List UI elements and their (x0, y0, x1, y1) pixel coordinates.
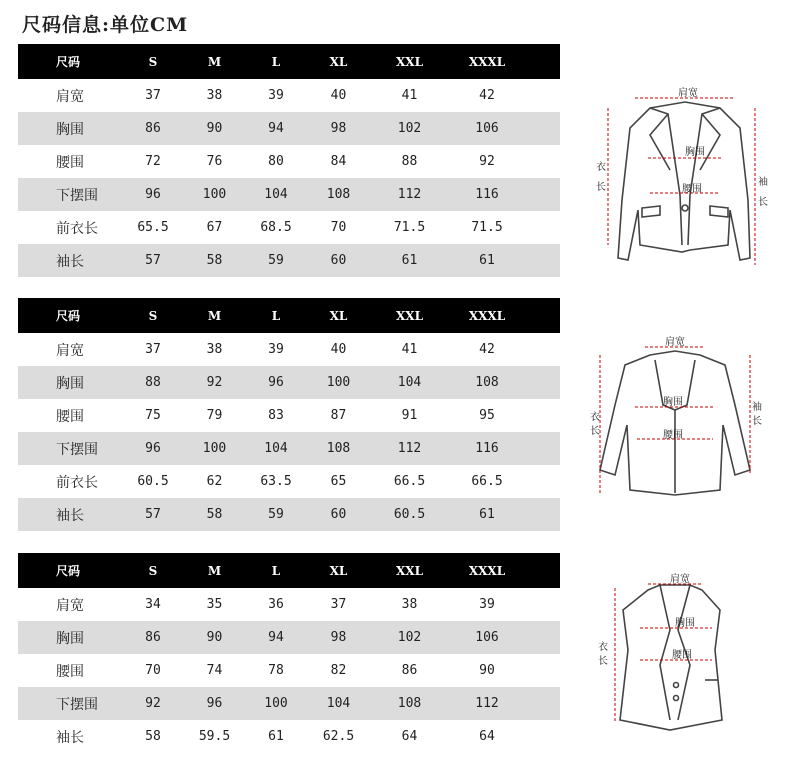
table-cell: 59.5 (198, 729, 231, 744)
shirt-diagram (585, 335, 765, 505)
table-cell: 116 (475, 441, 499, 456)
size-header: L (271, 308, 281, 323)
vest-chest-label: 胸围 (675, 618, 695, 629)
table-cell: 92 (206, 375, 223, 390)
table-cell: 100 (264, 696, 288, 711)
size-header: S (148, 563, 158, 578)
size-header: S (148, 308, 158, 323)
table-cell: 37 (145, 342, 161, 357)
table-cell: 106 (475, 121, 499, 136)
table-cell: 34 (145, 597, 161, 612)
table-row (18, 366, 560, 399)
table-cell: 60.5 (137, 474, 169, 489)
table-cell: 100 (326, 375, 351, 390)
table-cell: 108 (397, 696, 422, 711)
table-cell: 76 (206, 154, 223, 169)
table-cell: 64 (401, 729, 418, 744)
shirt-waist-label: 腰围 (663, 430, 683, 441)
table-cell: 39 (268, 342, 284, 357)
table-row (18, 211, 560, 244)
page-title: 尺码信息:单位CM (22, 14, 189, 36)
table-cell: 88 (401, 154, 418, 169)
table-cell: 61 (479, 507, 495, 522)
table-cell: 84 (330, 154, 347, 169)
size-header: XL (329, 308, 348, 323)
table-cell: 42 (479, 88, 495, 103)
table-cell: 108 (326, 187, 351, 202)
size-header: M (207, 563, 222, 578)
table-cell: 58 (145, 729, 161, 744)
jacket-waist-label: 腰围 (682, 184, 702, 195)
table-cell: 74 (206, 663, 223, 678)
table-row (18, 465, 560, 498)
row-label: 下摆围 (56, 696, 98, 713)
row-label: 腰围 (56, 663, 84, 680)
table-cell: 102 (397, 630, 422, 645)
jacket-diagram (590, 80, 780, 280)
table-cell: 58 (206, 507, 223, 522)
table-cell: 70 (330, 220, 347, 235)
row-label: 下摆围 (56, 187, 98, 204)
table-row (18, 399, 560, 432)
size-header: XL (329, 54, 348, 69)
table-cell: 108 (475, 375, 499, 390)
table-cell: 66.5 (471, 474, 503, 489)
table-cell: 42 (479, 342, 495, 357)
table-cell: 88 (145, 375, 161, 390)
table-cell: 104 (264, 187, 288, 202)
row-label: 下摆围 (56, 441, 98, 458)
table-cell: 71.5 (471, 220, 503, 235)
table-cell: 40 (330, 88, 347, 103)
table-cell: 66.5 (393, 474, 426, 489)
table-cell: 61 (479, 253, 495, 268)
table-cell: 112 (397, 441, 422, 456)
table-cell: 100 (202, 187, 227, 202)
table-cell: 57 (145, 253, 161, 268)
header-label: 尺码 (56, 309, 81, 323)
table-cell: 106 (475, 630, 499, 645)
row-label: 肩宽 (56, 88, 84, 105)
size-header: XXL (395, 54, 424, 69)
table-cell: 96 (145, 441, 161, 456)
table-row (18, 588, 560, 621)
table-cell: 83 (268, 408, 284, 423)
vest-length-label: 衣长 (598, 642, 608, 667)
row-label: 袖长 (56, 253, 84, 270)
table-cell: 87 (330, 408, 347, 423)
table-cell: 37 (145, 88, 161, 103)
table-cell: 41 (401, 88, 418, 103)
table-cell: 36 (268, 597, 284, 612)
row-label: 胸围 (56, 121, 84, 138)
row-label: 肩宽 (56, 342, 84, 359)
table-cell: 79 (206, 408, 223, 423)
table-row (18, 432, 560, 465)
table-cell: 96 (206, 696, 223, 711)
table-cell: 91 (401, 408, 418, 423)
shirt-sleeve-label: 袖长 (752, 402, 762, 427)
table-cell: 65.5 (137, 220, 169, 235)
table-cell: 104 (397, 375, 422, 390)
size-header: XXL (395, 308, 424, 323)
table-cell: 100 (202, 441, 227, 456)
size-table (18, 44, 560, 277)
table-cell: 39 (479, 597, 495, 612)
table-cell: 58 (206, 253, 223, 268)
table-row (18, 79, 560, 112)
table-cell: 39 (268, 88, 284, 103)
table-cell: 94 (268, 630, 284, 645)
table-cell: 38 (401, 597, 418, 612)
table-cell: 35 (206, 597, 223, 612)
table-row (18, 498, 560, 531)
table-header (18, 298, 560, 333)
size-header: M (207, 54, 222, 69)
size-header: XL (329, 563, 348, 578)
table-cell: 78 (268, 663, 284, 678)
row-label: 袖长 (56, 507, 84, 524)
table-cell: 92 (479, 154, 495, 169)
table-cell: 102 (397, 121, 422, 136)
table-cell: 57 (145, 507, 161, 522)
table-row (18, 333, 560, 366)
table-cell: 65 (330, 474, 347, 489)
table-cell: 116 (475, 187, 499, 202)
table-cell: 75 (145, 408, 161, 423)
table-row (18, 687, 560, 720)
table-cell: 40 (330, 342, 347, 357)
table-cell: 80 (268, 154, 284, 169)
table-cell: 61 (268, 729, 284, 744)
table-cell: 86 (145, 630, 161, 645)
row-label: 肩宽 (56, 597, 84, 614)
size-header: L (271, 563, 281, 578)
row-label: 胸围 (56, 630, 84, 647)
table-cell: 70 (145, 663, 161, 678)
table-cell: 38 (206, 88, 223, 103)
table-cell: 71.5 (393, 220, 426, 235)
table-row (18, 244, 560, 277)
table-cell: 96 (268, 375, 284, 390)
row-label: 前衣长 (56, 474, 98, 491)
table-cell: 60.5 (393, 507, 426, 522)
table-cell: 96 (145, 187, 161, 202)
table-cell: 37 (330, 597, 347, 612)
table-cell: 94 (268, 121, 284, 136)
jacket-shoulder-label: 肩宽 (678, 88, 698, 99)
row-label: 袖长 (56, 729, 84, 746)
vest-diagram (590, 570, 750, 740)
table-cell: 64 (479, 729, 495, 744)
table-cell: 112 (397, 187, 422, 202)
table-row (18, 621, 560, 654)
size-table (18, 553, 560, 753)
table-cell: 59 (268, 253, 284, 268)
vest-shoulder-label: 肩宽 (670, 574, 690, 585)
table-header (18, 44, 560, 79)
size-header: M (207, 308, 222, 323)
table-cell: 60 (330, 507, 347, 522)
table-cell: 67 (206, 220, 223, 235)
size-header: L (271, 54, 281, 69)
table-cell: 90 (479, 663, 495, 678)
table-cell: 92 (145, 696, 161, 711)
size-header: XXL (395, 563, 424, 578)
size-table (18, 298, 560, 531)
shirt-chest-label: 胸围 (663, 397, 683, 408)
size-header: S (148, 54, 158, 69)
row-label: 前衣长 (56, 220, 98, 237)
size-header: XXXL (468, 308, 506, 323)
table-header (18, 553, 560, 588)
table-row (18, 112, 560, 145)
table-cell: 104 (326, 696, 351, 711)
table-cell: 86 (145, 121, 161, 136)
table-cell: 63.5 (260, 474, 292, 489)
table-row (18, 178, 560, 211)
row-label: 胸围 (56, 375, 84, 392)
table-cell: 98 (330, 121, 347, 136)
table-cell: 68.5 (260, 220, 292, 235)
table-cell: 86 (401, 663, 418, 678)
table-row (18, 145, 560, 178)
shirt-shoulder-label: 肩宽 (665, 337, 685, 348)
table-cell: 90 (206, 121, 223, 136)
shirt-length-label: 衣长 (590, 412, 600, 437)
header-label: 尺码 (56, 55, 81, 69)
table-cell: 60 (330, 253, 347, 268)
table-row (18, 654, 560, 687)
table-cell: 98 (330, 630, 347, 645)
table-cell: 62.5 (322, 729, 355, 744)
table-cell: 62 (206, 474, 223, 489)
row-label: 腰围 (56, 154, 84, 171)
table-cell: 95 (479, 408, 495, 423)
table-cell: 90 (206, 630, 223, 645)
table-cell: 41 (401, 342, 418, 357)
table-cell: 59 (268, 507, 284, 522)
table-cell: 82 (330, 663, 347, 678)
vest-waist-label: 腰围 (672, 650, 692, 661)
jacket-chest-label: 胸围 (685, 147, 705, 158)
table-cell: 72 (145, 154, 161, 169)
header-label: 尺码 (56, 564, 81, 578)
size-header: XXXL (468, 54, 506, 69)
table-cell: 112 (475, 696, 499, 711)
table-cell: 38 (206, 342, 223, 357)
table-cell: 108 (326, 441, 351, 456)
table-cell: 104 (264, 441, 288, 456)
row-label: 腰围 (56, 408, 84, 425)
table-row (18, 720, 560, 753)
size-header: XXXL (468, 563, 506, 578)
table-cell: 61 (401, 253, 418, 268)
jacket-length-label: 衣长 (596, 162, 606, 193)
jacket-sleeve-label: 袖长 (758, 177, 768, 208)
